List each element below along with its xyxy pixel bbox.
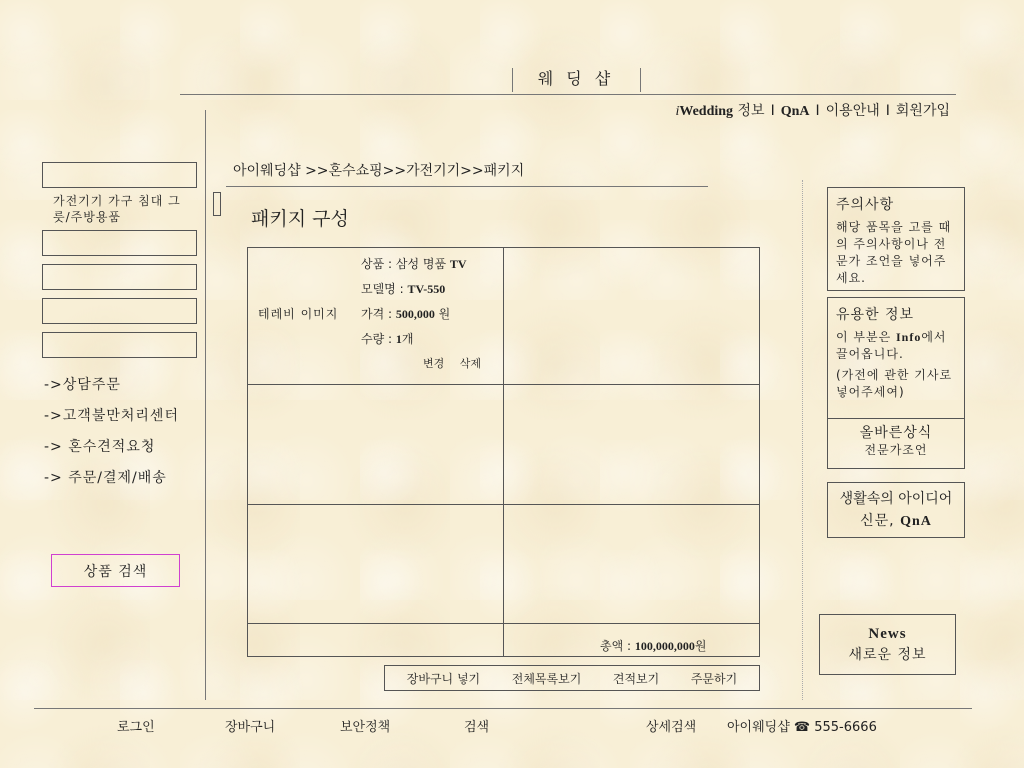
nav-iwedding-rest: 정보	[733, 103, 765, 119]
common-sense-sub: 전문가조언	[864, 443, 928, 457]
footer-contact: 아이웨딩샵 ☎ 555-6666	[727, 720, 877, 735]
nav-iwedding-info[interactable]	[675, 103, 764, 119]
add-to-cart-button[interactable]: 장바구니 넣기	[406, 671, 481, 686]
total-label: 총액 :	[600, 639, 635, 653]
footer-nav	[0, 716, 1024, 736]
notice-title: 주의사항	[836, 197, 895, 213]
product-actions	[423, 355, 481, 371]
total-amount	[600, 637, 706, 654]
nav-iwedding-bold: Wedding	[679, 104, 734, 119]
product-quantity	[361, 330, 413, 347]
cart-action-bar	[384, 665, 760, 691]
sidebar-link-order-payment[interactable]: -> 주문/결제/배송	[44, 470, 167, 486]
footer-login-link[interactable]: 로그인	[117, 720, 155, 735]
common-sense-link[interactable]	[828, 422, 964, 459]
product-model-value: TV-550	[407, 282, 446, 296]
product-name	[361, 255, 467, 272]
product-price-unit: 원	[434, 307, 451, 321]
footer-security-policy-link[interactable]: 보안정책	[340, 720, 391, 735]
nav-iwedding-i: i	[675, 104, 680, 119]
product-model	[361, 280, 445, 297]
change-button[interactable]: 변경	[423, 357, 445, 370]
footer-rule	[34, 708, 972, 709]
footer-advanced-search-link[interactable]: 상세검색	[646, 720, 697, 735]
delete-button[interactable]: 삭제	[459, 357, 482, 370]
breadcrumb-rule	[226, 186, 708, 187]
nav-separator: I	[770, 103, 775, 119]
product-qty-value: 1	[395, 332, 402, 346]
heading-marker-icon	[213, 192, 221, 216]
product-qty-label: 수량 :	[361, 332, 396, 346]
nav-qna[interactable]: QnA	[780, 104, 810, 119]
useful-info-body-pre: 이 부분은	[836, 330, 896, 344]
useful-info-body	[836, 329, 956, 363]
news-sub: 새로운 정보	[848, 647, 927, 663]
product-qty-unit: 개	[401, 332, 414, 346]
news-box[interactable]	[819, 614, 956, 675]
place-order-button[interactable]: 주문하기	[690, 671, 738, 686]
view-all-button[interactable]: 전체목록보기	[511, 671, 582, 686]
left-column-divider	[205, 110, 206, 700]
useful-info-body-bold: Info	[896, 330, 922, 344]
view-estimate-button[interactable]: 견적보기	[612, 671, 660, 686]
sidebar-field-2[interactable]	[42, 230, 197, 256]
page-title: 패키지 구성	[251, 208, 349, 230]
sidebar-link-estimate-request[interactable]: -> 혼수견적요청	[44, 439, 156, 455]
ideas-sub-pre: 신문,	[860, 513, 901, 529]
useful-info-title: 유용한 정보	[836, 307, 915, 323]
right-column-divider	[802, 180, 803, 700]
product-price-label: 가격 :	[361, 307, 396, 321]
nav-separator: I	[885, 103, 890, 119]
sidebar-link-consult-order[interactable]: ->상담주문	[44, 377, 121, 393]
search-product-button[interactable]: 상품 검색	[51, 554, 180, 587]
sidebar-field-3[interactable]	[42, 264, 197, 290]
product-price	[361, 305, 450, 322]
total-unit: 원	[694, 639, 707, 653]
useful-info-body-post: 에서 끌어옵니다.	[836, 330, 947, 361]
product-name-value-bold: TV	[449, 257, 467, 271]
ideas-sub	[828, 510, 964, 530]
useful-info-extra: (가전에 관한 기사로 넣어주세여)	[836, 368, 953, 399]
site-title: 웨 딩 샵	[537, 69, 615, 88]
nav-separator: I	[815, 103, 820, 119]
table-column-divider	[503, 248, 504, 656]
tv-image-placeholder: 테레비 이미지	[258, 307, 339, 321]
footer-cart-link[interactable]: 장바구니	[225, 720, 276, 735]
header-rule	[180, 94, 956, 95]
total-value: 100,000,000	[634, 639, 695, 653]
sidebar-field-5[interactable]	[42, 332, 197, 358]
package-table	[247, 247, 760, 657]
sidebar-field-1[interactable]	[42, 162, 197, 188]
useful-info-box	[827, 297, 965, 469]
product-name-value: 삼성 명품	[395, 257, 450, 271]
category-list[interactable]: 가전기기 가구 침대 그릇/주방용품	[53, 194, 181, 224]
sidebar-link-complaint-center[interactable]: ->고객불만처리센터	[44, 408, 179, 424]
top-nav	[675, 100, 950, 120]
ideas-box[interactable]	[827, 482, 965, 538]
notice-body: 해당 품목을 고를 때의 주의사항이나 전문가 조언을 넣어주세요.	[836, 220, 952, 285]
notice-box	[827, 187, 965, 291]
table-row-divider	[248, 623, 759, 624]
common-sense-title: 올바른상식	[859, 425, 933, 441]
product-model-label: 모델명 :	[361, 282, 408, 296]
table-row-divider	[248, 384, 759, 385]
news-title: News	[868, 626, 907, 642]
useful-info-divider	[828, 418, 964, 419]
ideas-title: 생활속의 아이디어	[839, 491, 953, 507]
footer-search-link[interactable]: 검색	[464, 720, 490, 735]
table-row-divider	[248, 504, 759, 505]
sidebar-field-4[interactable]	[42, 298, 197, 324]
title-divider-right	[640, 68, 641, 92]
breadcrumb: 아이웨딩샵 >>혼수쇼핑>>가전기기>>패키지	[233, 163, 525, 179]
ideas-sub-bold: QnA	[900, 514, 932, 529]
nav-usage-guide[interactable]: 이용안내	[825, 103, 880, 119]
product-name-label: 상품 :	[361, 257, 396, 271]
product-price-value: 500,000	[395, 307, 435, 321]
nav-signup[interactable]: 회원가입	[895, 103, 950, 119]
